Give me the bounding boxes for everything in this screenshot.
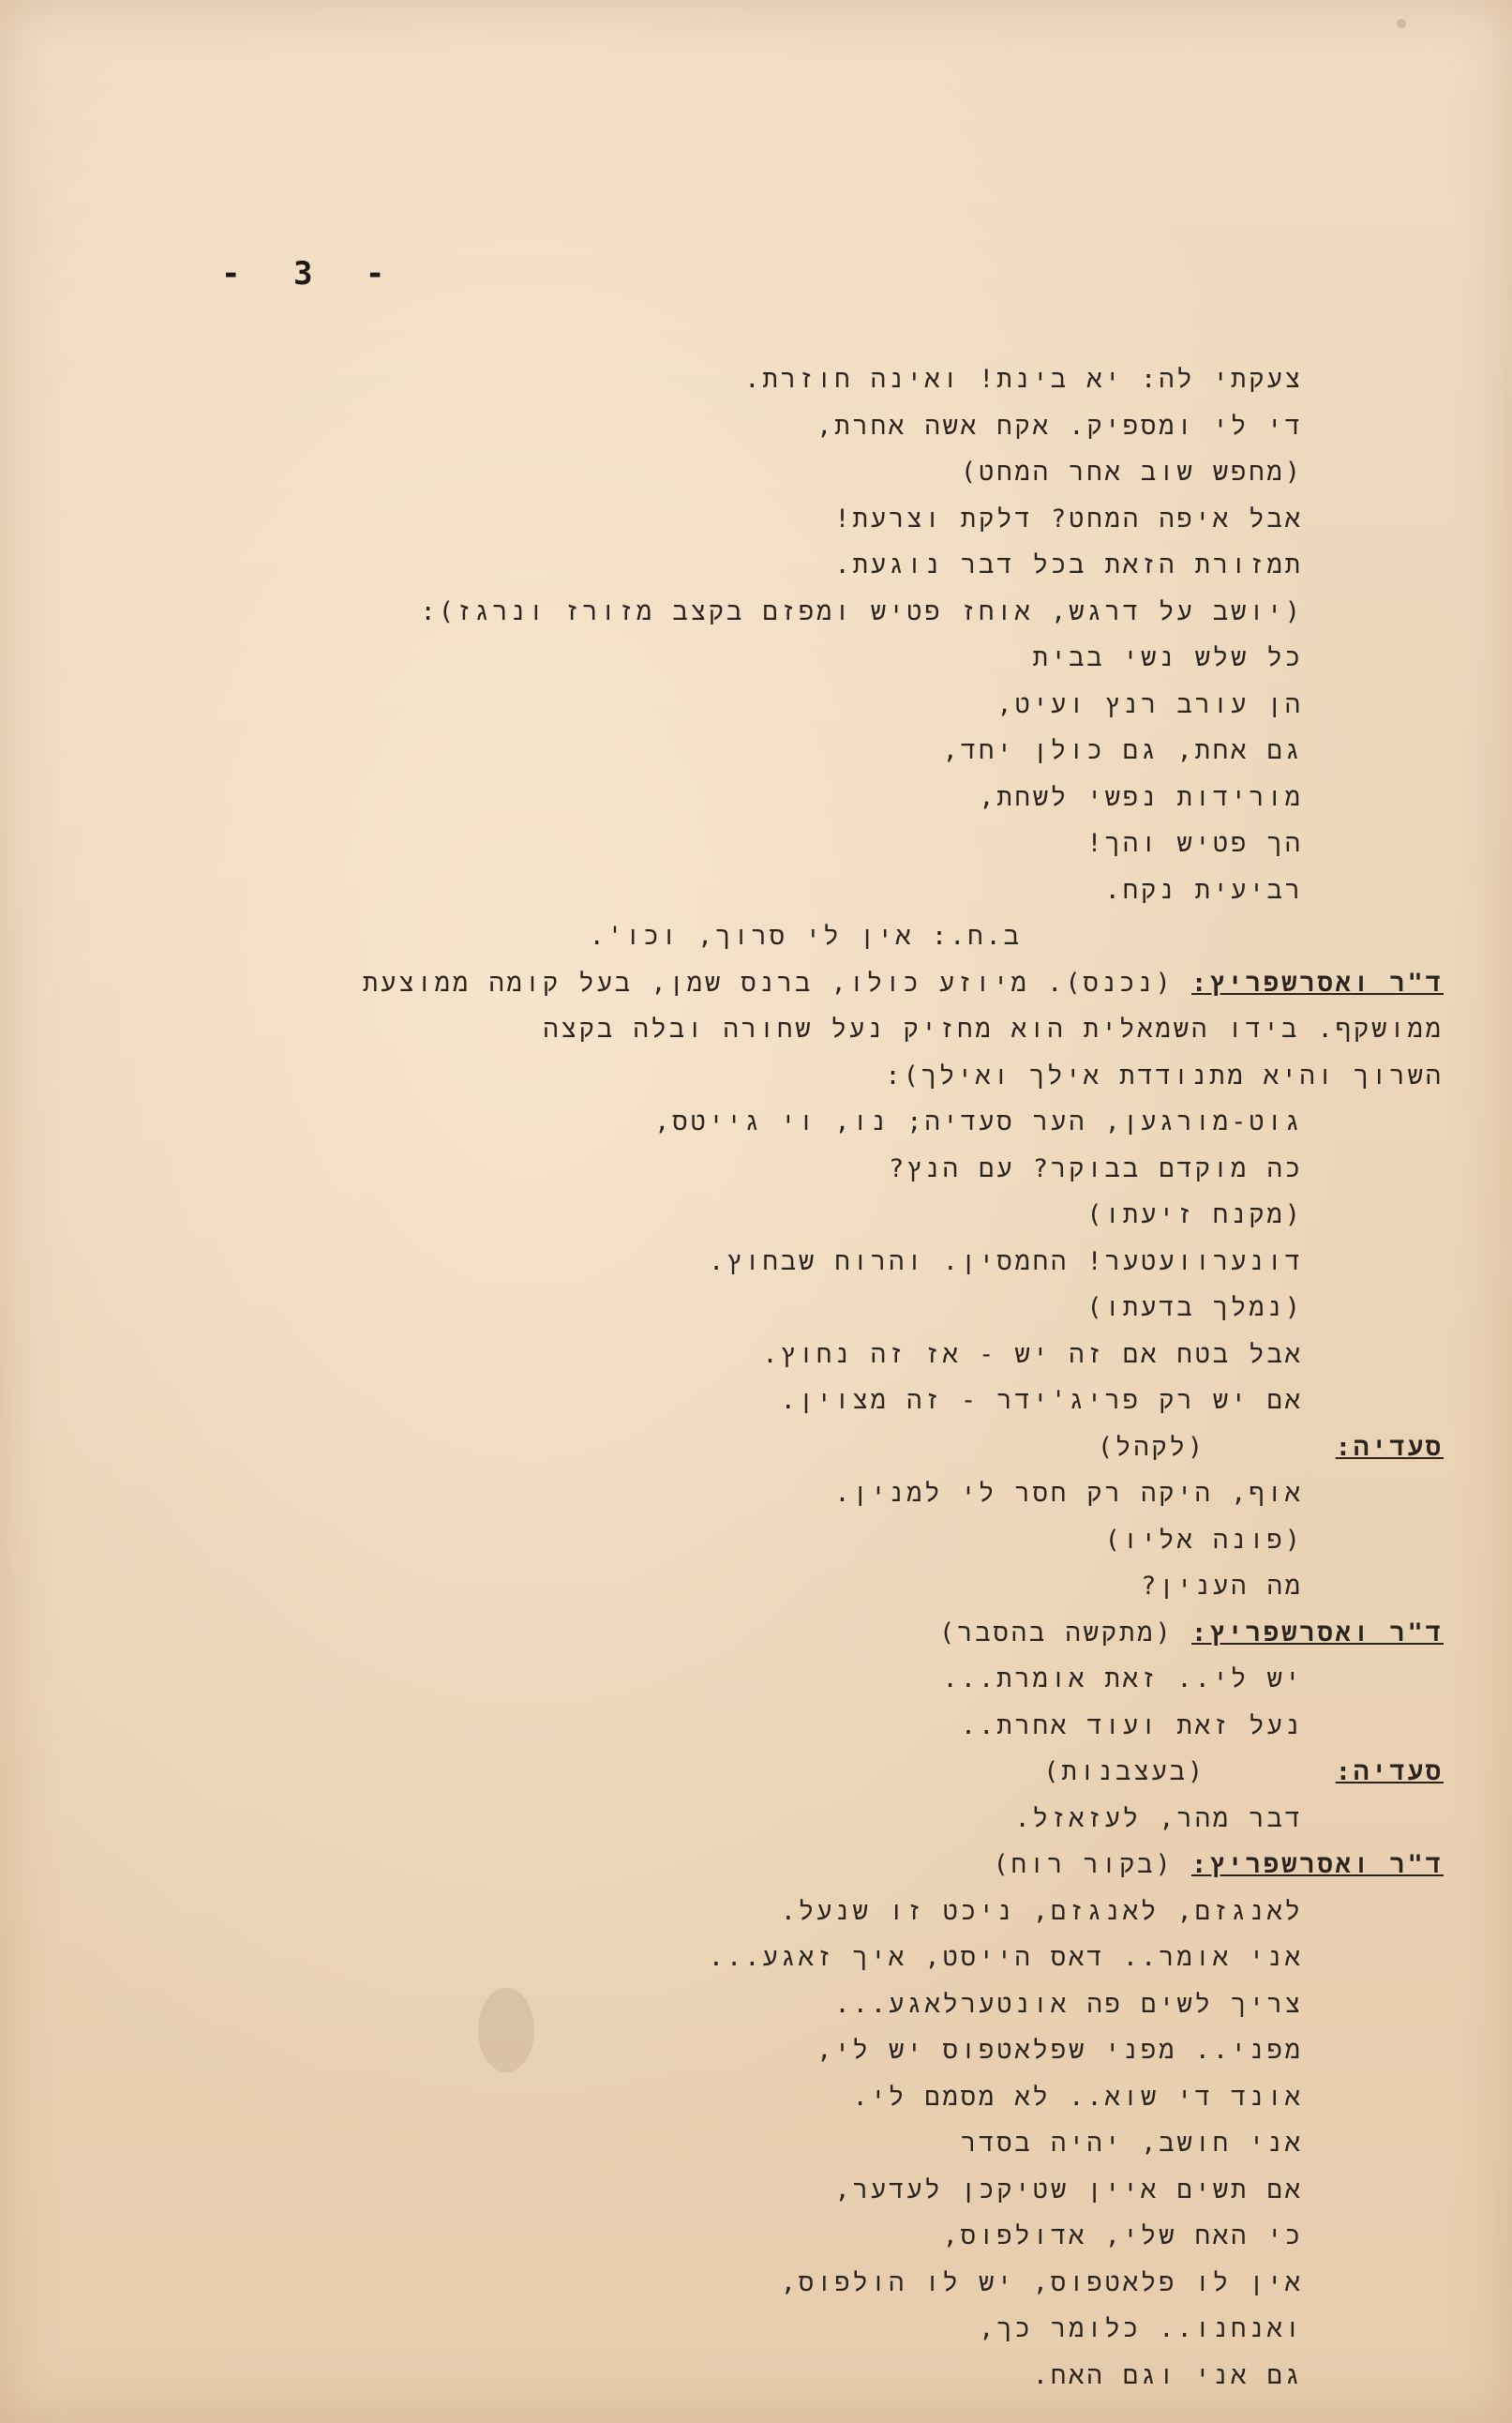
text-line: כי האח שלי, אדולפוס, — [942, 2221, 1303, 2250]
text-line: ממושקף. בידו השמאלית הוא מחזיק נעל שחורה ובלה בקצה — [543, 1015, 1444, 1044]
speaker-label: ד"ר ואסרשפריץ: — [1191, 1850, 1444, 1879]
dialogue-line — [141, 1842, 1444, 1889]
stage-direction: (מחפש שוב אחר המחט) — [960, 458, 1303, 487]
text-line: די לי ומספיק. אקח אשה אחרת, — [816, 411, 1303, 441]
text-line: יש לי.. זאת אומרת... — [942, 1664, 1303, 1693]
text-line: גוט-מורגען, הער סעדיה; נו, וי גייטס, — [654, 1107, 1303, 1136]
text-line: הן עורב רנץ ועיט, — [996, 689, 1303, 719]
dialogue-line — [141, 1749, 1444, 1796]
speaker-label: ד"ר ואסרשפריץ: — [1191, 1618, 1444, 1648]
speaker-label: ד"ר ואסרשפריץ: — [1191, 968, 1444, 998]
stage-direction: (מתקשה בהסבר) — [938, 1618, 1174, 1648]
text-line: נעל זאת ועוד אחרת.. — [960, 1710, 1303, 1740]
script-text — [141, 356, 1444, 2399]
text-line: כל שלש נשי בבית — [1032, 643, 1303, 672]
dialogue-line — [141, 960, 1444, 1007]
speaker-label: סעדיה: — [1335, 1757, 1444, 1786]
text-line: גם אני וגם האח. — [1032, 2360, 1303, 2390]
text-line: ואנחנו.. כלומר כך, — [979, 2314, 1303, 2343]
text-line: צעקתי לה: יא בינת! ואינה חוזרת. — [744, 365, 1303, 394]
text-line: כה מוקדם בבוקר? עם הנץ? — [889, 1153, 1303, 1183]
stage-direction: (מקנח זיעתו) — [1086, 1200, 1303, 1229]
text-line: רביעית נקח. — [1104, 875, 1303, 905]
dialogue-line — [141, 1424, 1444, 1471]
text-line: גם אחת, גם כולן יחד, — [942, 736, 1303, 765]
text-line: דבר מהר, לעזאזל. — [1014, 1803, 1303, 1833]
text-line: אני אומר.. דאס הייסט, איך זאגע... — [708, 1943, 1303, 1972]
text-line: מפני.. מפני שפלאטפוס יש לי, — [816, 2036, 1303, 2065]
text-line: מה הענין? — [1141, 1572, 1303, 1601]
text-line: אם תשים איין שטיקכן לעדער, — [834, 2175, 1303, 2205]
text-line: דונערוועטער! החמסין. והרוח שבחוץ. — [708, 1246, 1303, 1276]
dialogue-line — [141, 1610, 1444, 1657]
text-line: אם יש רק פריג'ידר - זה מצוין. — [780, 1386, 1303, 1415]
text-line: אבל בטח אם זה יש - אז זה נחוץ. — [762, 1339, 1303, 1369]
stage-direction: (נמלך בדעתו) — [1086, 1293, 1303, 1322]
stage-direction: (בקור רוח) — [993, 1850, 1174, 1879]
text-line: תמזורת הזאת בכל דבר נוגעת. — [834, 550, 1303, 579]
text-line: לאנגזם, לאנגזם, ניכט זו שנעל. — [780, 1896, 1303, 1926]
stage-direction: (לקהל) — [1097, 1432, 1206, 1462]
stage-direction: (יושב על דרגש, אוחז פטיש ומפזם בקצב מזורז ונרגז): — [420, 596, 1303, 626]
refrain-line: ב.ח.: אין לי סרוך, וכו'. — [589, 922, 1022, 951]
text-line: השרוך והיא מתנודדת אילך ואילך): — [885, 1061, 1444, 1091]
text-line: מורידות נפשי לשחת, — [979, 782, 1303, 812]
text-line: אני חושב, יהיה בסדר — [960, 2129, 1303, 2158]
speaker-label: סעדיה: — [1335, 1432, 1444, 1462]
stage-direction: (בעצבנות) — [1043, 1757, 1206, 1786]
page-number: - 3 - — [221, 255, 402, 293]
text-line: אוף, היקה רק חסר לי למנין. — [834, 1479, 1303, 1508]
text-line: אין לו פלאטפוס, יש לו הולפוס, — [780, 2267, 1303, 2297]
text-line: אונד די שוא.. לא מסמם לי. — [852, 2082, 1303, 2112]
text-line: אבל איפה המחט? דלקת וצרעת! — [834, 504, 1303, 534]
text-line: הך פטיש והך! — [1086, 829, 1303, 858]
text-line: צריך לשים פה אונטערלאגע... — [834, 1989, 1303, 2019]
stage-direction: (פונה אליו) — [1104, 1525, 1303, 1555]
stage-direction: (נכנס). מיוזע כולו, ברנס שמן, בעל קומה ממוצעת — [362, 968, 1174, 998]
ink-spot — [1397, 19, 1406, 28]
